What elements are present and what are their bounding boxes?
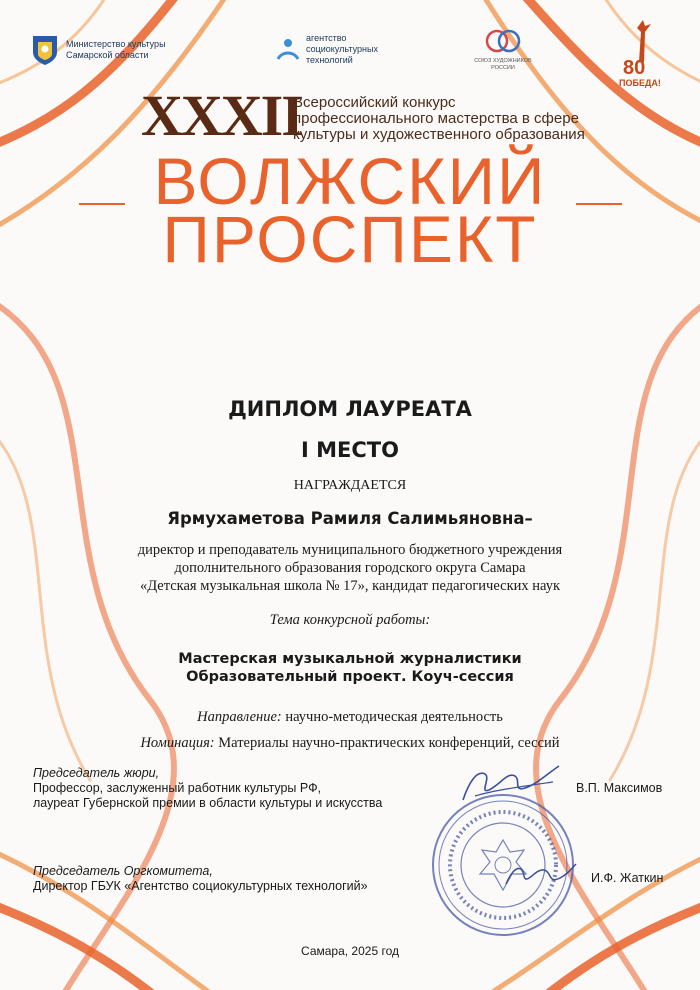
diploma-place: I МЕСТО <box>301 438 399 462</box>
topic-label: Тема конкурсной работы: <box>269 612 431 628</box>
recipient-position <box>0 541 700 595</box>
agency-name-line3: технологий <box>306 55 353 65</box>
agency-logo <box>276 33 378 66</box>
direction-row <box>0 708 700 726</box>
contest-desc-line1: Всероссийский конкурс <box>293 94 456 111</box>
topic-title <box>0 650 700 686</box>
agency-name-line2: социокультурных <box>306 44 378 54</box>
nomination-label: Номинация: <box>140 735 215 751</box>
nomination-row <box>0 734 700 752</box>
position-line2: дополнительного образования городского округа Самара <box>174 560 526 576</box>
contest-edition-number: XXXII <box>141 83 302 148</box>
position-line3: «Детская музыкальная школа № 17», кандидат педагогических наук <box>139 578 561 594</box>
direction-value: научно-методическая деятельность <box>281 709 503 725</box>
artists-union-logo <box>468 28 538 72</box>
monument-icon <box>617 18 667 62</box>
victory-number: 80 <box>623 57 646 79</box>
contest-description <box>293 95 585 143</box>
ministry-name-line2: Самарской области <box>66 50 149 60</box>
recipient-name: Ярмухаметова Рамиля Салимьяновна– <box>167 509 533 528</box>
jury-chair-line2: Профессор, заслуженный работник культуры РФ, <box>33 781 322 795</box>
contest-desc-line3: культуры и художественного образования <box>293 126 585 143</box>
coat-of-arms-icon <box>30 34 60 66</box>
place-and-year: Самара, 2025 год <box>301 944 399 958</box>
position-line1: директор и преподаватель муниципального бюджетного учреждения <box>137 542 563 558</box>
org-chair-name: И.Ф. Жаткин <box>591 871 664 885</box>
artists-union-line2: РОССИИ <box>491 65 515 71</box>
jury-chair-role: Председатель жюри, <box>33 766 160 780</box>
jury-chair-block <box>33 766 382 811</box>
agency-wave-icon <box>276 37 300 63</box>
contest-title-line1: ВОЛЖСКИЙ <box>153 144 547 218</box>
agency-name-line1: агентство <box>306 33 347 43</box>
nomination-value: Материалы научно-практических конференций, сессий <box>214 735 560 751</box>
artists-union-emblem-icon <box>481 28 525 54</box>
org-chair-line2: Директор ГБУК «Агентство социокультурных технологий» <box>33 879 368 893</box>
topic-line1: Мастерская музыкальной журналистики <box>178 651 522 667</box>
org-handwritten-signature <box>500 858 580 894</box>
org-chair-block <box>33 864 368 894</box>
jury-chair-line3: лауреат Губернской премии в области культуры и искусства <box>33 796 383 810</box>
contest-desc-line2: профессионального мастерства в сфере <box>293 110 579 127</box>
topic-line2: Образовательный проект. Коуч-сессия <box>186 669 514 685</box>
contest-title-line2: ПРОСПЕКТ <box>162 202 538 276</box>
jury-chair-name: В.П. Максимов <box>576 781 663 795</box>
ministry-logo <box>30 34 166 66</box>
victory-word: ПОБЕДА! <box>619 78 661 88</box>
direction-label: Направление: <box>197 709 282 725</box>
ministry-name-line1: Министерство культуры <box>66 39 166 49</box>
victory-80-logo <box>617 18 667 96</box>
artists-union-line1: СОЮЗ ХУДОЖНИКОВ <box>474 58 532 64</box>
diploma-title: ДИПЛОМ ЛАУРЕАТА <box>228 397 472 421</box>
org-chair-role: Председатель Оргкомитета, <box>33 864 213 878</box>
awarded-label: НАГРАЖДАЕТСЯ <box>293 478 407 493</box>
